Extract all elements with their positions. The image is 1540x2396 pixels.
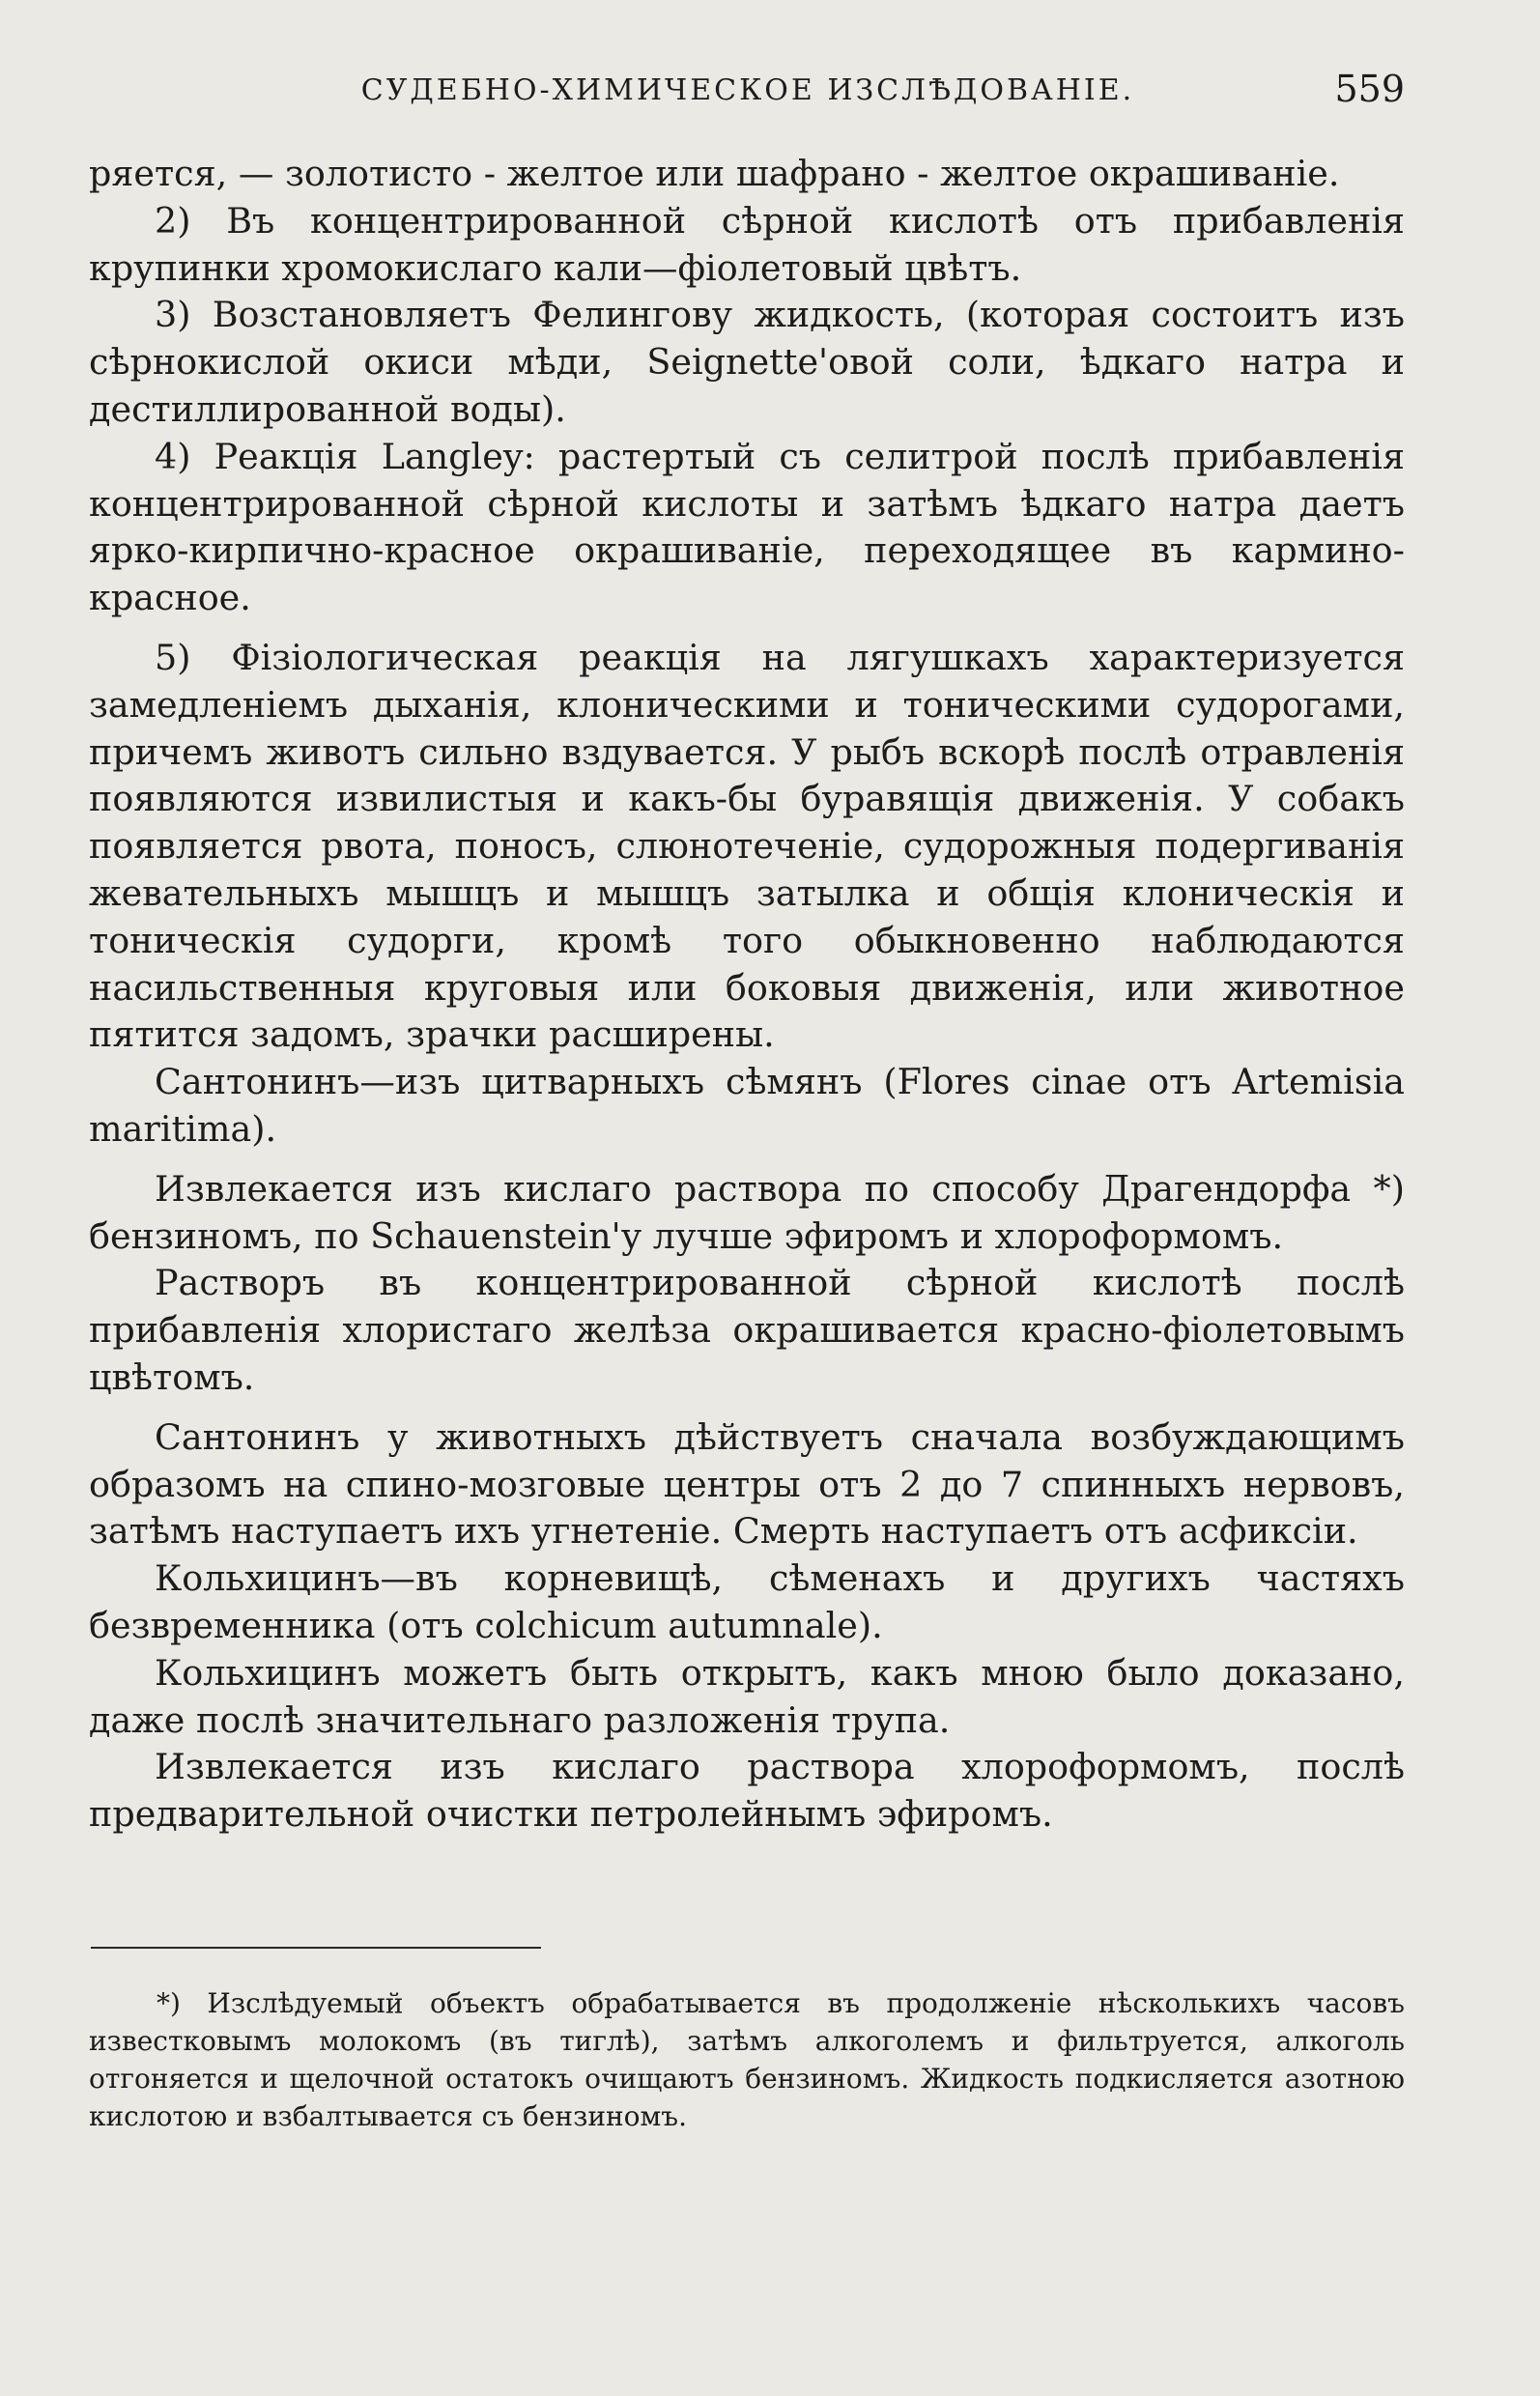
paragraph: 3) Возстановляетъ Фелингову жидкость, (которая состоитъ изъ сѣрнокислой окиси мѣди, Seignette'овой соли, ѣдкаго натра и дестиллированной воды). bbox=[89, 294, 1405, 430]
paragraph: 5) Фізіологическая реакція на лягушкахъ характеризуется замедленіемъ дыханія, клоническими и тоническими судорогами, причемъ животъ сильно вздувается. У рыбъ вскорѣ послѣ отравленія появляются извилистыя и какъ-бы буравящія движенія. У собакъ появляется рвота, поносъ, слюнотеченіе, судорожныя подергиванія жевательныхъ мышцъ и мышцъ затылка и общія клоническія и тоническія судорги, кромѣ того обыкновенно наблюдаются насильственныя круговыя или боковыя движенія, или животное пятится задомъ, зрачки расширены. bbox=[89, 636, 1405, 1056]
footnote-text: *) Изслѣдуемый объектъ обрабатывается въ продолженіе нѣсколькихъ часовъ известковымъ молокомъ (въ тиглѣ), затѣмъ алкоголемъ и фильтруется, алкоголь отгоняется и щелочной остатокъ очищаютъ бензиномъ. Жидкость подкисляется азотною кислотою и взбалтывается съ бензиномъ. bbox=[89, 1987, 1405, 2132]
paragraph: 4) Реакція Langley: растертый съ селитрой послѣ прибавленія концентрированной сѣрной кислоты и затѣмъ ѣдкаго натра даетъ ярко-кирпично-красное окрашиваніе, переходящее въ кармино-красное. bbox=[89, 435, 1405, 619]
page-number: 559 bbox=[1334, 68, 1405, 110]
paragraph: ряется, — золотисто - желтое или шафрано - желтое окрашиваніе. bbox=[89, 153, 1340, 194]
footnote-divider bbox=[91, 1947, 541, 1949]
paragraph: Кольхицинъ можетъ быть открытъ, какъ мною было доказано, даже послѣ значительнаго разложенія трупа. bbox=[89, 1651, 1405, 1741]
body-text bbox=[89, 151, 1405, 1839]
running-head bbox=[91, 68, 1405, 116]
footnote bbox=[89, 1984, 1405, 2135]
paragraph: Извлекается изъ кислаго раствора хлороформомъ, послѣ предварительной очистки петролейнымъ эфиромъ. bbox=[89, 1746, 1405, 1836]
paragraph: Кольхицинъ—въ корневищѣ, сѣменахъ и другихъ частяхъ безвременника (отъ colchicum autumnale). bbox=[89, 1557, 1405, 1646]
paragraph: Сантонинъ—изъ цитварныхъ сѣмянъ (Flores cinae отъ Artemisia maritima). bbox=[89, 1061, 1405, 1150]
running-title: СУДЕБНО-ХИМИЧЕСКОЕ ИЗСЛѢДОВАНІЕ. bbox=[360, 73, 1135, 107]
paragraph: Сантонинъ у животныхъ дѣйствуетъ сначала возбуждающимъ образомъ на спино-мозговые центры отъ 2 до 7 спинныхъ нервовъ, затѣмъ наступаетъ ихъ угнетеніе. Смерть наступаетъ отъ асфиксіи. bbox=[89, 1415, 1405, 1553]
paragraph: 2) Въ концентрированной сѣрной кислотѣ отъ прибавленія крупинки хромокислаго кали—фіолетовый цвѣтъ. bbox=[89, 199, 1405, 289]
paragraph: Растворъ въ концентрированной сѣрной кислотѣ послѣ прибавленія хлористаго желѣза окрашивается красно-фіолетовымъ цвѣтомъ. bbox=[89, 1262, 1405, 1398]
paragraph: Извлекается изъ кислаго раствора по способу Драгендорфа *) бензиномъ, по Schauenstein'у лучше эфиромъ и хлороформомъ. bbox=[89, 1167, 1405, 1257]
